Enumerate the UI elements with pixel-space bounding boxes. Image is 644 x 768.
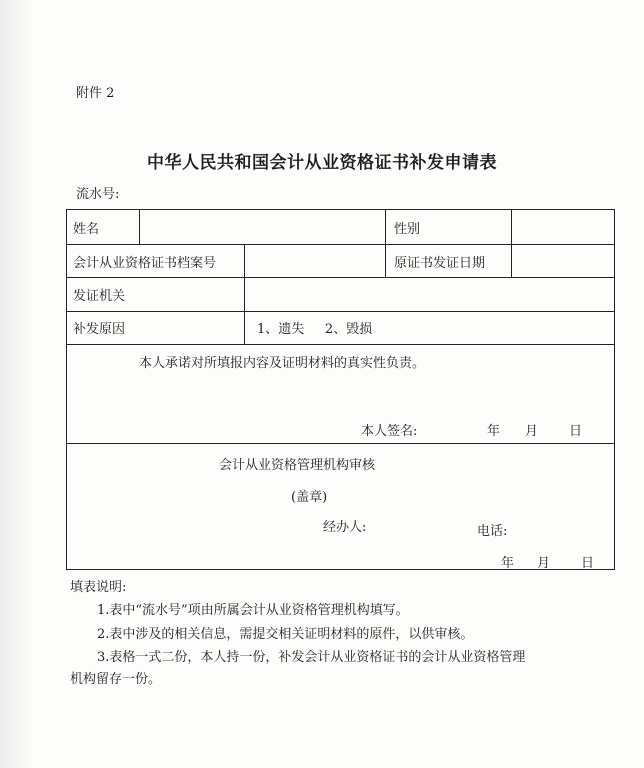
declaration-text: 本人承诺对所填报内容及证明材料的真实性负责。 <box>139 356 426 371</box>
col-divider <box>244 244 245 344</box>
row-divider <box>67 311 614 312</box>
review-label: 会计从业资格管理机构审核 <box>219 458 376 473</box>
seal-label: (盖章) <box>291 490 328 505</box>
document-title: 中华人民共和国会计从业资格证书补发申请表 <box>147 153 497 173</box>
file-number-label: 会计从业资格证书档案号 <box>73 256 217 271</box>
signature-month: 月 <box>525 424 539 439</box>
row-divider <box>67 344 614 345</box>
gender-field[interactable] <box>517 212 609 242</box>
signature-year: 年 <box>487 424 501 439</box>
application-form <box>66 209 615 570</box>
notes-item-3-continued: 机构留存一份。 <box>70 672 162 687</box>
handler-label: 经办人: <box>323 520 367 535</box>
name-field[interactable] <box>147 212 379 242</box>
col-divider <box>511 210 512 277</box>
signature-label: 本人签名: <box>361 424 418 439</box>
file-number-field[interactable] <box>249 246 379 276</box>
review-month: 月 <box>537 556 551 571</box>
gender-label: 性别 <box>394 222 421 237</box>
notes-item-3: 3.表格一式二份，本人持一份，补发会计从业资格证书的会计从业资格管理 <box>97 650 526 665</box>
review-year: 年 <box>501 556 515 571</box>
issuer-field[interactable] <box>249 279 609 309</box>
row-divider <box>67 244 614 245</box>
serial-number-label: 流水号: <box>76 187 120 202</box>
scan-edge <box>0 0 32 768</box>
notes-item-1: 1.表中“流水号”项由所属会计从业资格管理机构填写。 <box>97 603 409 618</box>
phone-label: 电话: <box>477 524 508 539</box>
signature-day: 日 <box>569 424 583 439</box>
issue-date-field[interactable] <box>517 246 609 276</box>
name-label: 姓名 <box>73 222 100 237</box>
reason-label: 补发原因 <box>73 322 126 337</box>
review-day: 日 <box>581 556 595 571</box>
issuer-label: 发证机关 <box>73 289 126 304</box>
row-divider <box>67 443 614 444</box>
row-divider <box>67 277 614 278</box>
col-divider <box>385 210 386 277</box>
notes-item-2: 2.表中涉及的相关信息，需提交相关证明材料的原件，以供审核。 <box>97 627 474 642</box>
col-divider <box>139 210 140 244</box>
notes-heading: 填表说明: <box>70 580 127 595</box>
attachment-label: 附件 2 <box>76 86 115 101</box>
issue-date-label: 原证书发证日期 <box>394 256 486 271</box>
reason-options[interactable]: 1、遗失 2、毁损 <box>257 322 373 337</box>
